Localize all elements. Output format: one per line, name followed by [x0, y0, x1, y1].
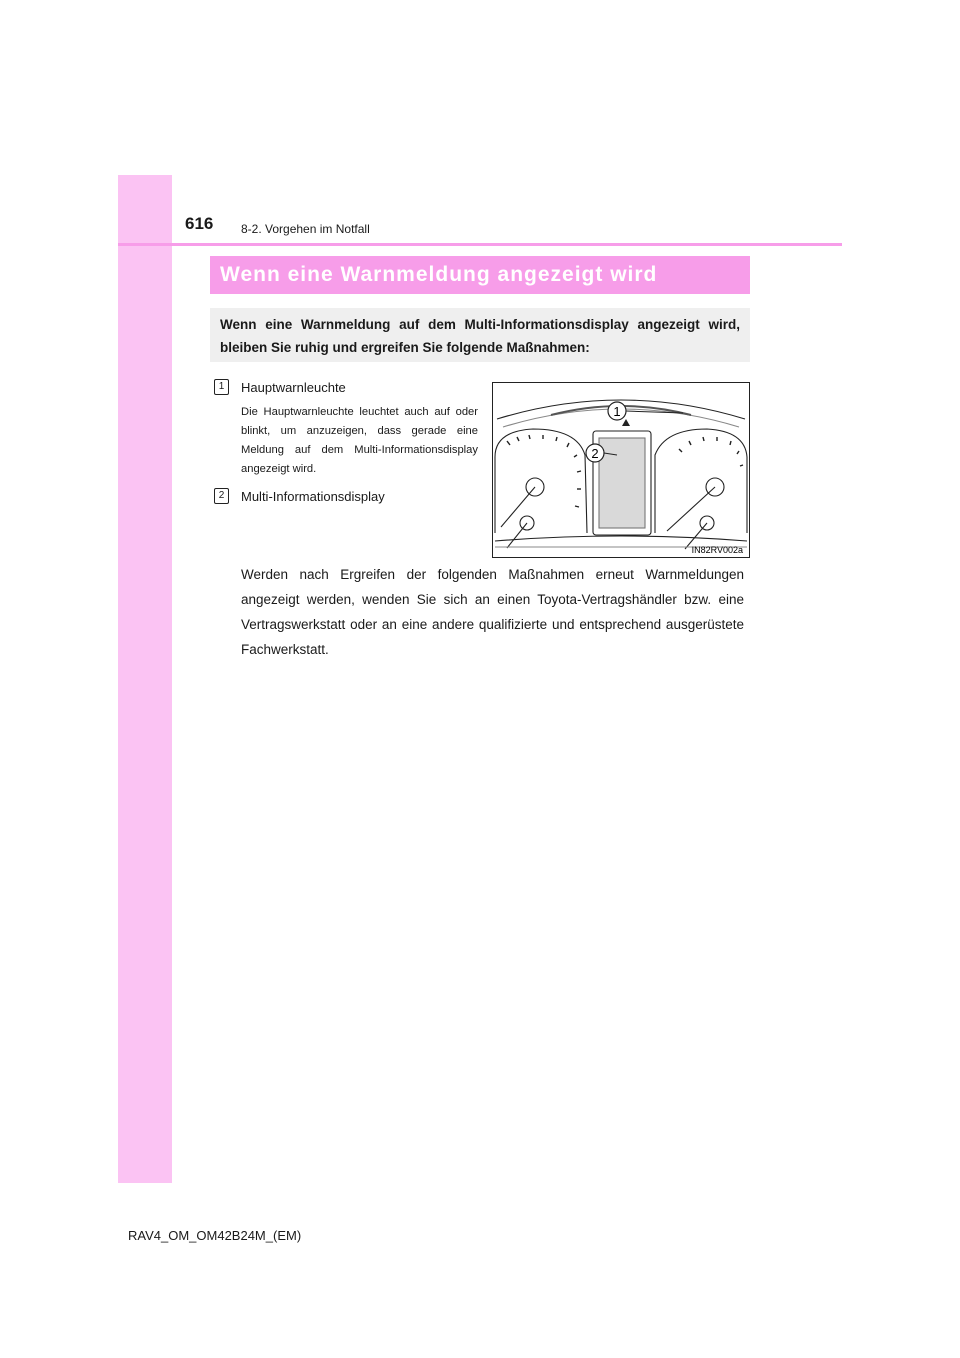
figure-callout-1: 1 — [613, 404, 621, 419]
side-tab-strip — [118, 175, 172, 1183]
item-label-multi-informationsdisplay: Multi-Informationsdisplay — [241, 489, 385, 504]
section-title: Wenn eine Warnmeldung angezeigt wird — [210, 256, 750, 294]
item-number-badge: 2 — [214, 488, 229, 504]
item-label-hauptwarnleuchte: Hauptwarnleuchte — [241, 380, 346, 395]
figure-code: IN82RV002a — [691, 545, 743, 555]
item-number-badge: 1 — [214, 379, 229, 395]
body-paragraph: Werden nach Ergreifen der folgenden Maßnahmen erneut Warnmeldungen angezeigt werden, wenden Sie sich an einen Toyota-Vertragshändler bzw. eine Vertragswerkstatt oder an eine andere qualifizierte und entsprechend ausgerüstete Fachwerkstatt. — [241, 567, 744, 657]
page-number: 616 — [185, 214, 214, 233]
item-description: Die Hauptwarnleuchte leuchtet auch auf oder blinkt, um anzuzeigen, dass gerade eine Meldung auf dem Multi-Informationsdisplay angezeigt wird. — [241, 406, 478, 475]
header-divider — [118, 243, 842, 246]
instrument-cluster-figure — [492, 382, 750, 558]
intro-box: Wenn eine Warnmeldung auf dem Multi-Informationsdisplay angezeigt wird, bleiben Sie ruhig und ergreifen Sie folgende Maßnahmen: — [210, 308, 750, 362]
chapter-title: 8-2. Vorgehen im Notfall — [241, 222, 370, 236]
warning-triangle-icon — [622, 419, 630, 426]
figure-callout-2: 2 — [591, 446, 599, 461]
footer-document-code: RAV4_OM_OM42B24M_(EM) — [128, 1228, 302, 1243]
instrument-cluster-drawing — [493, 383, 749, 557]
